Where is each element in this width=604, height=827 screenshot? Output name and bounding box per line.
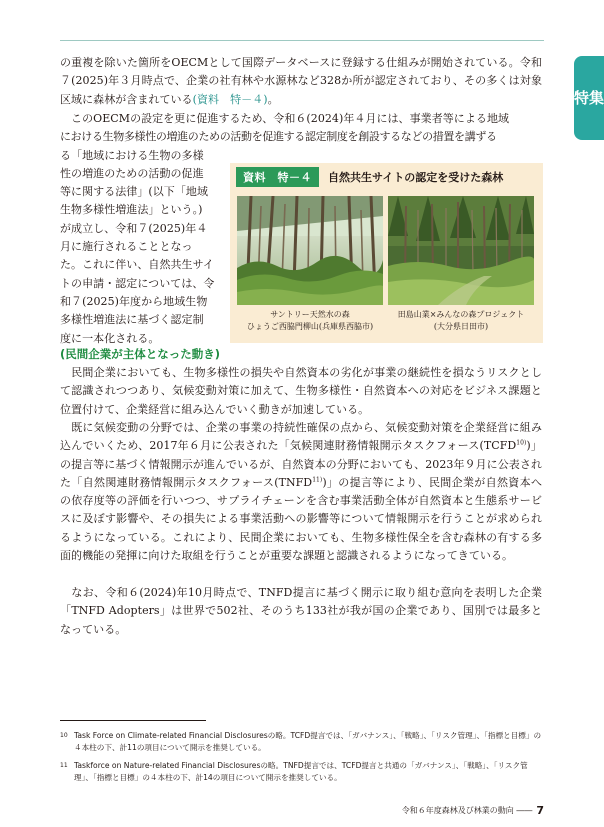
paragraph-line: 等に関する法律」(以下「地域	[60, 185, 208, 199]
footer-text: 令和６年度森林及び林業の動向 ――	[401, 806, 533, 815]
header-rule	[60, 40, 544, 41]
paragraph-line: 生物多様性増進法」という。)	[60, 203, 203, 217]
caption-line: ひょうご西脇門柳山(兵庫県西脇市)	[246, 321, 374, 331]
footnote-rule	[60, 720, 206, 721]
paragraph-line: 和７(2025)年度から地域生物	[60, 294, 208, 308]
paragraph-line: トの申請・認定については、令	[60, 276, 215, 290]
paragraph-tnfd-adopters: なお、令和６(2024)年10月時点で、TNFD提言に基づく開示に取り組む意向を表明した企業「TNFD Adopters」は世界で502社、そのうち133社が我が国の企業であり、国別では最多となっている。	[60, 586, 542, 636]
section-tab-label: 特集	[574, 88, 604, 107]
paragraph-line: た。これに伴い、自然共生サイ	[60, 258, 214, 272]
footnote-ref-10[interactable]: 10)	[516, 439, 527, 447]
paragraph-line: 月に施行されることとなっ	[60, 240, 193, 254]
forest-photo-tajima	[388, 196, 534, 305]
footnote-text: Task Force on Climate-related Financial Disclosuresの略。TCFD提言では、「ガバナンス」、「戦略」、「リスク管理」、「指標と目標」の４本柱の下、計11の項目について開示を推奨している。	[74, 731, 542, 752]
paragraph-disclosure	[60, 419, 542, 565]
page-number: 7	[536, 804, 544, 817]
footnote-ref-11[interactable]: 11)	[312, 476, 323, 484]
footnote-number: 10	[60, 732, 68, 739]
caption-line: (大分県日田市)	[433, 321, 489, 331]
paragraph-text: 既に気候変動の分野では、企業の事業の持続性確保の点から、気候変動対策を企業経営に組み込んでいくため、2017年６月に公表された「気候関連財務情報開示タスクフォース(TCFD	[60, 421, 542, 453]
section-tab	[574, 56, 604, 140]
paragraph-line: このOECMの設定を更に促進するため、令和６(2024)年４月には、事業者等による地域	[60, 112, 510, 125]
figure-box	[230, 163, 543, 343]
footnote-text: Taskforce on Nature-related Financial Disclosuresの略。TNFD提言では、TCFD提言と共通の「ガバナンス」、「戦略」、「リスク管理」、「指標と目標」の４本柱の下、計14の項目について開示を推奨している。	[74, 761, 528, 782]
paragraph-line: る「地域における生物の多様	[60, 148, 204, 162]
figure-title: 自然共生サイトの認定を受けた森林	[328, 171, 504, 184]
paragraph-text: )」の提言等により、民間企業が自然資本への依存度等の評価を行いつつ、サプライチェーンを含む事業活動全体が自然資本と生態系サービスに及ぼす影響や、その損失による事業活動への影響等について情報開示を行うことが求められるようになっている。これにより、民間企業においても、生物多様性保全を含む森林の有する多面的機能の発揮に向けた取組を行うことが重要な課題と認識されるようになってきている。	[60, 475, 542, 563]
paragraph-line: 多様性増進法に基づく認定制	[60, 313, 204, 327]
footnote-10	[60, 730, 544, 753]
caption-line: サントリー天然水の森	[270, 310, 350, 319]
paragraph-line: が成立し、令和７(2025)年４	[60, 221, 208, 235]
photo-caption-right	[387, 309, 535, 332]
paragraph-line: 性の増進のための活動の促進	[60, 166, 204, 180]
page-footer	[402, 804, 544, 817]
paragraph-private-sector: 民間企業においても、生物多様性の損失や自然資本の劣化が事業の継続性を損なうリスクとして認識されつつあり、気候変動対策に加えて、生物多様性・自然資本への対応をビジネス課題と位置付けて、企業経営に組み込んでいく動きが加速している。	[60, 366, 542, 416]
photo-caption-left	[236, 309, 384, 332]
paragraph-line: における生物多様性の増進のための活動を促進する認定制度を創設するなどの措置を講ずる	[60, 130, 497, 144]
figure-label: 資料 特－４	[236, 167, 319, 187]
paragraph-end: 。	[267, 92, 279, 106]
caption-line: 田島山業×みんなの森プロジェクト	[397, 310, 525, 319]
footnote-11	[60, 760, 544, 783]
paragraph-law-wrapped	[60, 147, 226, 348]
paragraph-text: の重複を除いた箇所をOECMとして国際データベースに登録する仕組みが開始されている。令和７(2025)年３月時点で、企業の社有林や水源林など328か所が認定されており、その多くは対象区域に森林が含まれている	[60, 56, 542, 106]
paragraph-text: )」の提言等に基づく情報開示が進んでいるが、自然資本の分野においても、2023年９月に公表された「自然関連財務情報開示タスクフォース(TNFD	[60, 439, 542, 489]
forest-photo-suntory	[237, 196, 383, 305]
figure-reference-link[interactable]: (資料 特－４)	[192, 92, 268, 106]
footnote-number: 11	[60, 762, 68, 769]
paragraph-oecm-registration	[60, 54, 542, 109]
figure-header	[236, 167, 503, 187]
paragraph-line: 度に一本化される。	[60, 331, 160, 345]
section-heading: (民間企業が主体となった動き)	[60, 347, 221, 361]
paragraph-law-intro	[60, 110, 542, 147]
